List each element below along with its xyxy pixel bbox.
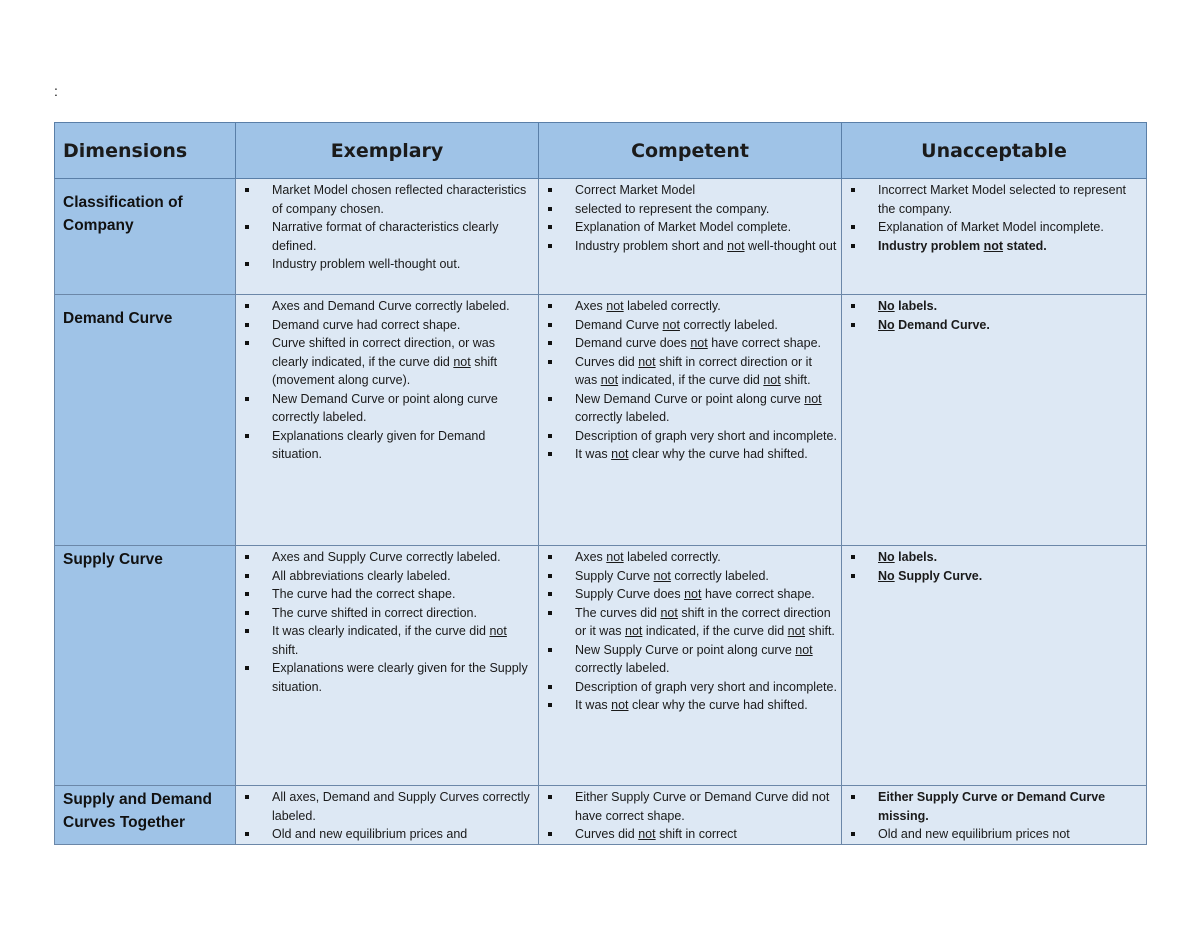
underlined-text: not xyxy=(653,568,671,583)
unacceptable-cell xyxy=(842,295,1147,546)
underlined-text: not xyxy=(983,238,1004,253)
underlined-text: not xyxy=(600,373,619,387)
exemplary-cell xyxy=(236,295,539,546)
criteria-item: Axes not labeled correctly. xyxy=(545,548,837,567)
unacceptable-cell xyxy=(842,546,1147,786)
criteria-item: selected to represent the company. xyxy=(545,200,837,219)
underlined-text: not xyxy=(660,605,678,620)
exemplary-cell xyxy=(236,546,539,786)
criteria-item: Industry problem well-thought out. xyxy=(242,255,534,274)
underlined-text: No xyxy=(878,550,895,564)
criteria-item: Industry problem short and not well-thought out xyxy=(545,237,837,256)
criteria-item: All abbreviations clearly labeled. xyxy=(242,567,534,586)
underlined-text: not xyxy=(804,391,822,406)
criteria-item: New Supply Curve or point along curve not correctly labeled. xyxy=(545,641,837,678)
unacceptable-cell xyxy=(842,786,1147,845)
rubric-table xyxy=(54,122,1147,845)
underlined-text: not xyxy=(606,550,624,564)
criteria-item: It was clearly indicated, if the curve did not shift. xyxy=(242,622,534,659)
criteria-item: Demand curve does not have correct shape. xyxy=(545,334,837,353)
row-label: Supply Curve xyxy=(63,551,163,568)
criteria-item: Old and new equilibrium prices not xyxy=(848,825,1142,844)
criteria-item: Supply Curve not correctly labeled. xyxy=(545,567,837,586)
underlined-text: not xyxy=(727,238,745,253)
criteria-item: Curves did not shift in correct xyxy=(545,825,837,844)
criteria-list xyxy=(242,788,534,844)
underlined-text: not xyxy=(625,624,643,638)
underlined-text: not xyxy=(638,354,656,369)
underlined-text: No xyxy=(878,317,895,332)
header-unacceptable: Unacceptable xyxy=(842,123,1147,179)
row-label-cell xyxy=(55,546,236,786)
row-label: Classification of Company xyxy=(63,194,183,234)
criteria-item: Curves did not shift in correct direction or it was not indicated, if the curve did not shift. xyxy=(545,353,837,390)
row-label: Supply and Demand Curves Together xyxy=(63,791,212,831)
underlined-text: not xyxy=(684,587,702,601)
criteria-item: No labels. xyxy=(848,297,1142,316)
exemplary-cell xyxy=(236,179,539,295)
criteria-item: Axes and Demand Curve correctly labeled. xyxy=(242,297,534,316)
row-label-cell xyxy=(55,295,236,546)
criteria-item: Old and new equilibrium prices and xyxy=(242,825,534,844)
header-exemplary: Exemplary xyxy=(236,123,539,179)
header-row xyxy=(55,123,1147,179)
criteria-item: Correct Market Model xyxy=(545,181,837,200)
underlined-text: not xyxy=(787,624,806,638)
criteria-item: The curve shifted in correct direction. xyxy=(242,604,534,623)
criteria-item: Incorrect Market Model selected to represent the company. xyxy=(848,181,1142,218)
criteria-list xyxy=(848,788,1142,844)
exemplary-cell xyxy=(236,786,539,845)
row-label: Demand Curve xyxy=(63,310,173,327)
row-label-cell xyxy=(55,179,236,295)
criteria-item: New Demand Curve or point along curve not correctly labeled. xyxy=(545,390,837,427)
criteria-list xyxy=(848,181,1142,255)
criteria-list xyxy=(545,548,837,715)
competent-cell xyxy=(539,546,842,786)
competent-cell xyxy=(539,179,842,295)
criteria-item: Axes not labeled correctly. xyxy=(545,297,837,316)
criteria-item: Either Supply Curve or Demand Curve did not have correct shape. xyxy=(545,788,837,825)
criteria-list xyxy=(545,181,837,255)
criteria-item: New Demand Curve or point along curve correctly labeled. xyxy=(242,390,534,427)
criteria-item: The curves did not shift in the correct direction or it was not indicated, if the curve did not shift. xyxy=(545,604,837,641)
criteria-item: No Supply Curve. xyxy=(848,567,1142,586)
lead-colon: : xyxy=(54,83,58,99)
underlined-text: not xyxy=(638,827,656,841)
criteria-list xyxy=(545,788,837,844)
criteria-item: Description of graph very short and incomplete. xyxy=(545,427,837,446)
competent-cell xyxy=(539,786,842,845)
underlined-text: not xyxy=(690,336,708,350)
criteria-item: Explanations clearly given for Demand situation. xyxy=(242,427,534,464)
criteria-item: Market Model chosen reflected characteristics of company chosen. xyxy=(242,181,534,218)
underlined-text: not xyxy=(611,447,629,461)
underlined-text: not xyxy=(611,698,629,712)
criteria-list xyxy=(848,297,1142,334)
criteria-item: Industry problem not stated. xyxy=(848,237,1142,256)
header-dimensions: Dimensions xyxy=(55,123,236,179)
criteria-item: Explanation of Market Model incomplete. xyxy=(848,218,1142,237)
criteria-list xyxy=(545,297,837,464)
criteria-item: It was not clear why the curve had shifted. xyxy=(545,696,837,715)
criteria-item: Explanation of Market Model complete. xyxy=(545,218,837,237)
underlined-text: not xyxy=(795,642,813,657)
row-classification-of-company xyxy=(55,179,1147,295)
underlined-text: No xyxy=(878,299,895,313)
criteria-item: Curve shifted in correct direction, or was clearly indicated, if the curve did not shift (movement along curve). xyxy=(242,334,534,390)
criteria-item: No labels. xyxy=(848,548,1142,567)
unacceptable-cell xyxy=(842,179,1147,295)
underlined-text: not xyxy=(662,317,680,332)
row-supply-and-demand-curves-together xyxy=(55,786,1147,845)
row-demand-curve xyxy=(55,295,1147,546)
header-competent: Competent xyxy=(539,123,842,179)
criteria-item: Supply Curve does not have correct shape. xyxy=(545,585,837,604)
criteria-list xyxy=(848,548,1142,585)
criteria-item: Description of graph very short and incomplete. xyxy=(545,678,837,697)
criteria-item: All axes, Demand and Supply Curves correctly labeled. xyxy=(242,788,534,825)
row-label-cell xyxy=(55,786,236,845)
criteria-item: Narrative format of characteristics clearly defined. xyxy=(242,218,534,255)
criteria-item: Either Supply Curve or Demand Curve missing. xyxy=(848,788,1142,825)
criteria-item: It was not clear why the curve had shifted. xyxy=(545,445,837,464)
underlined-text: not xyxy=(763,373,781,387)
criteria-item: Explanations were clearly given for the Supply situation. xyxy=(242,659,534,696)
row-supply-curve xyxy=(55,546,1147,786)
underlined-text: not xyxy=(606,299,624,313)
criteria-item: Axes and Supply Curve correctly labeled. xyxy=(242,548,534,567)
underlined-text: not xyxy=(489,624,507,638)
criteria-list xyxy=(242,181,534,274)
competent-cell xyxy=(539,295,842,546)
underlined-text: No xyxy=(878,568,895,583)
criteria-item: No Demand Curve. xyxy=(848,316,1142,335)
criteria-item: The curve had the correct shape. xyxy=(242,585,534,604)
criteria-list xyxy=(242,297,534,464)
criteria-list xyxy=(242,548,534,696)
criteria-item: Demand curve had correct shape. xyxy=(242,316,534,335)
criteria-item: Demand Curve not correctly labeled. xyxy=(545,316,837,335)
underlined-text: not xyxy=(453,354,471,369)
